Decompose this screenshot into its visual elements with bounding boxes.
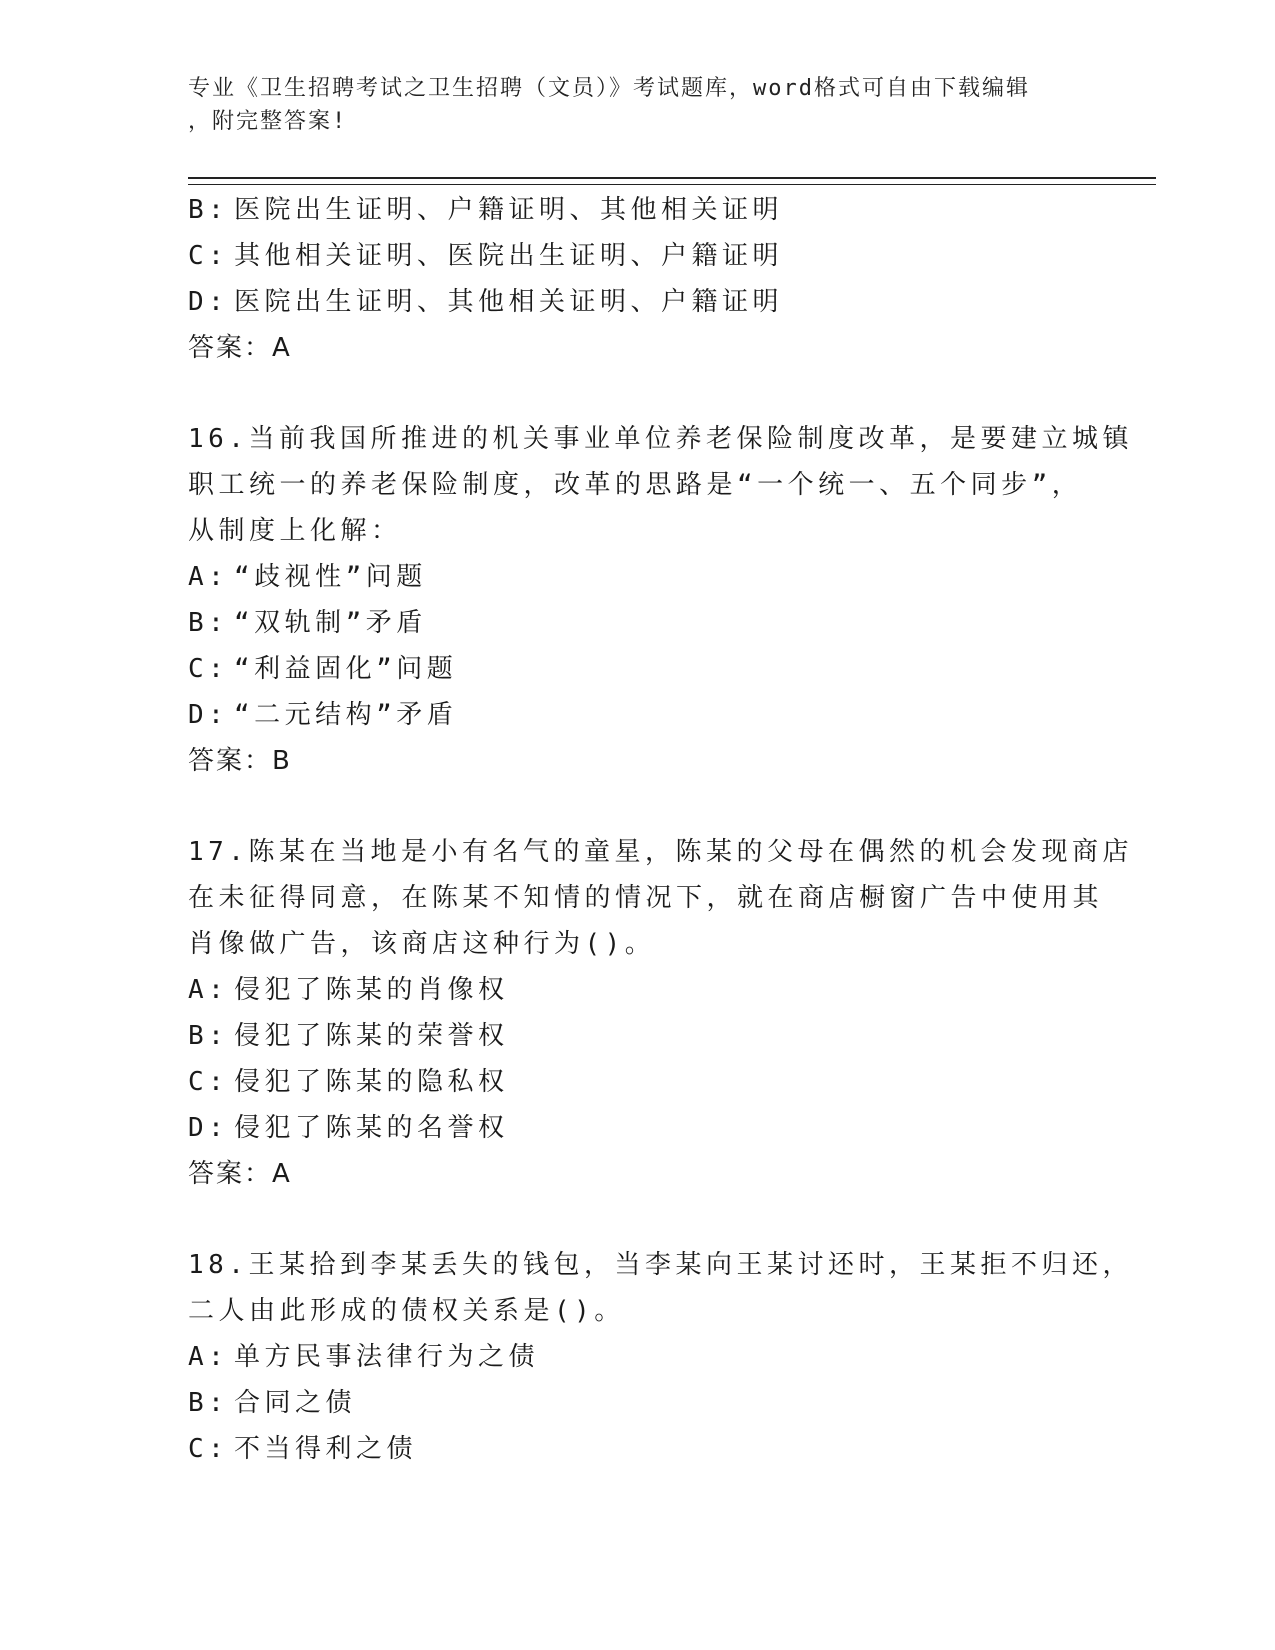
option-a [188,554,1088,600]
option-text: “二元结构”矛盾 [234,700,458,730]
option-text: “双轨制”矛盾 [234,608,427,638]
option-text: 医院出生证明、户籍证明、其他相关证明 [234,195,784,225]
option-label: B: [188,195,229,225]
option-text: 侵犯了陈某的肖像权 [234,975,509,1005]
option-label: C: [188,1434,229,1464]
option-c [188,233,1088,279]
option-text: 侵犯了陈某的名誉权 [234,1113,509,1143]
question-stem-line: 18.王某拾到李某丢失的钱包，当李某向王某讨还时，王某拒不归还， [188,1250,1133,1280]
question-16 [188,416,1133,784]
option-b [188,187,1088,233]
question-stem-line: 二人由此形成的债权关系是()。 [188,1296,625,1326]
question-stem-line: 在未征得同意，在陈某不知情的情况下，就在商店橱窗广告中使用其 [188,883,1104,913]
option-a [188,1334,1088,1380]
option-label: A: [188,1342,229,1372]
option-label: B: [188,608,229,638]
header-divider [188,177,1156,185]
answer-line: 答案：A [188,333,292,363]
option-text: “利益固化”问题 [234,654,458,684]
option-d [188,279,1088,325]
option-b [188,1380,1088,1426]
option-label: A: [188,562,229,592]
option-c [188,646,1088,692]
question-17 [188,829,1133,1197]
option-label: C: [188,654,229,684]
question-stem-line: 从制度上化解： [188,516,402,546]
option-text: “歧视性”问题 [234,562,427,592]
option-text: 其他相关证明、医院出生证明、户籍证明 [234,241,784,271]
question-continued [188,187,1088,371]
option-label: B: [188,1388,229,1418]
header-line-1: 专业《卫生招聘考试之卫生招聘（文员）》考试题库，word格式可自由下载编辑 [188,76,1030,101]
question-stem-line: 职工统一的养老保险制度，改革的思路是“一个统一、五个同步”， [188,470,1083,500]
option-label: D: [188,1113,229,1143]
document-header [188,72,1088,138]
option-b [188,600,1088,646]
option-label: D: [188,287,229,317]
question-stem-line: 肖像做广告，该商店这种行为()。 [188,929,656,959]
option-label: C: [188,1067,229,1097]
option-text: 不当得利之债 [234,1434,418,1464]
option-b [188,1013,1088,1059]
option-d [188,692,1088,738]
answer-line: 答案：A [188,1159,292,1189]
option-text: 医院出生证明、其他相关证明、户籍证明 [234,287,784,317]
question-stem-line: 16.当前我国所推进的机关事业单位养老保险制度改革，是要建立城镇 [188,424,1133,454]
option-d [188,1105,1088,1151]
header-line-2: ，附完整答案! [188,109,348,134]
option-label: A: [188,975,229,1005]
option-label: B: [188,1021,229,1051]
option-text: 侵犯了陈某的荣誉权 [234,1021,509,1051]
option-a [188,967,1088,1013]
option-text: 合同之债 [234,1388,357,1418]
option-c [188,1059,1088,1105]
option-text: 侵犯了陈某的隐私权 [234,1067,509,1097]
option-c [188,1426,1088,1472]
option-label: C: [188,241,229,271]
question-list [188,187,1133,1472]
option-label: D: [188,700,229,730]
question-stem-line: 17.陈某在当地是小有名气的童星，陈某的父母在偶然的机会发现商店 [188,837,1133,867]
question-18 [188,1242,1133,1472]
answer-line: 答案：B [188,746,292,776]
option-text: 单方民事法律行为之债 [234,1342,540,1372]
